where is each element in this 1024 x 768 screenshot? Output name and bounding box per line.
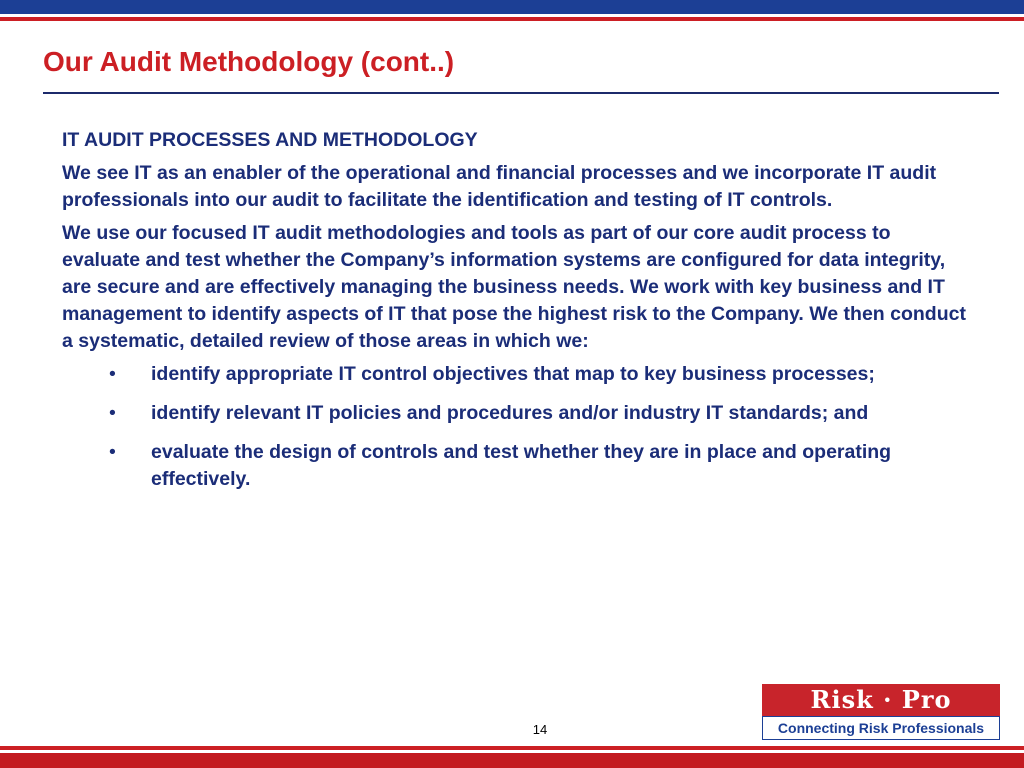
- bullet-text: identify relevant IT policies and procedures and/or industry IT standards; and: [151, 402, 869, 424]
- top-header-stripe: [0, 17, 1024, 21]
- logo-tagline: Connecting Risk Professionals: [762, 716, 1000, 740]
- slide-title: Our Audit Methodology (cont..): [43, 46, 455, 77]
- riskpro-logo: [762, 684, 1000, 740]
- title-divider: [43, 92, 999, 94]
- page-number: 14: [532, 722, 548, 737]
- bullet-text: evaluate the design of controls and test whether they are in place and operating effectively.: [151, 441, 892, 490]
- section-heading: IT AUDIT PROCESSES AND METHODOLOGY: [62, 129, 478, 151]
- bullet-dot-icon: •: [109, 402, 116, 424]
- bottom-footer-bar: [0, 753, 1024, 768]
- logo-brand: Risk · Pro: [762, 684, 1000, 716]
- paragraph-it-enabler: We see IT as an enabler of the operational and financial processes and we incorporate IT audit professionals into our audit to facilitate the identification and testing of IT controls.: [62, 162, 937, 211]
- bullet-item: [62, 361, 972, 388]
- bullet-list: [62, 361, 972, 493]
- slide-content: [62, 127, 972, 505]
- bullet-text: identify appropriate IT control objectives that map to key business processes;: [151, 363, 875, 385]
- bullet-dot-icon: •: [109, 441, 116, 463]
- bullet-item: [62, 439, 972, 493]
- bullet-dot-icon: •: [109, 363, 116, 385]
- top-header-bar: [0, 0, 1024, 14]
- bullet-item: [62, 400, 972, 427]
- paragraph-methodology: We use our focused IT audit methodologies and tools as part of our core audit process to evaluate and test whether the Company’s information systems are configured for data integrity, are secure and are effectively managing the business needs. We work with key business and IT management to identify aspects of IT that pose the highest risk to the Company. We then conduct a systematic, detailed review of those areas in which we:: [62, 222, 966, 352]
